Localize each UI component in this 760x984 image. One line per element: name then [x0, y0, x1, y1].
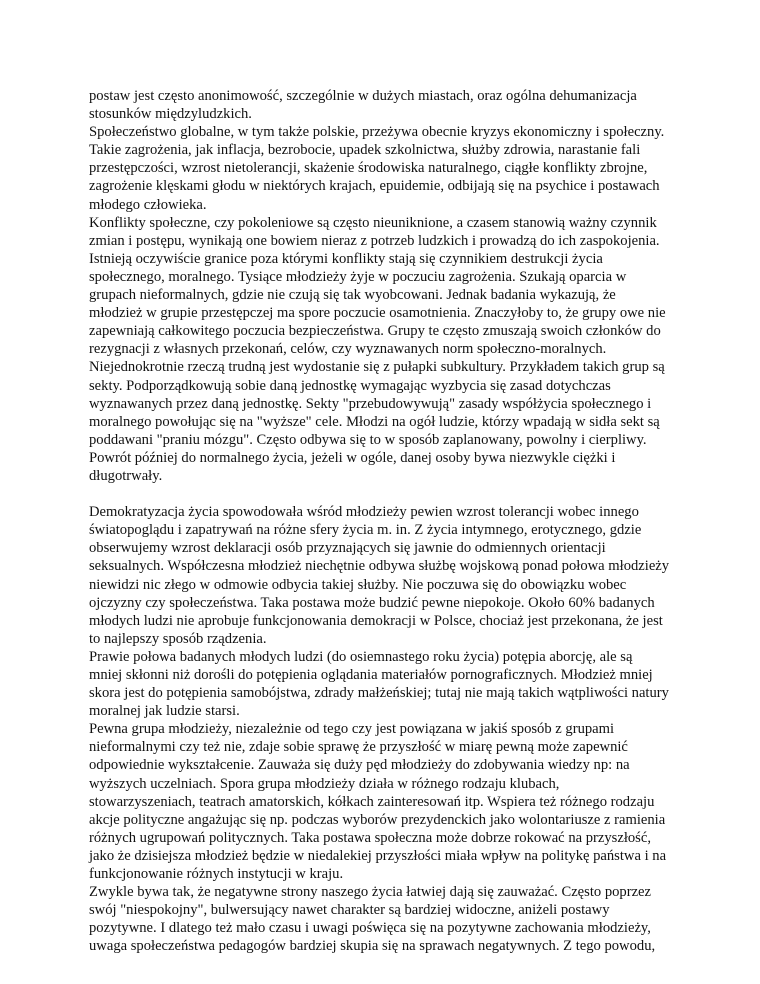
paragraph-8: Zwykle bywa tak, że negatywne strony naszego życia łatwiej dają się zauważać. Często poprzez swój "niespokojny", bulwersujący nawet charakter są bardziej widoczne, aniżeli postawy pozytywne. I dlatego też mało czasu i uwagi poświęca się na pozytywne zachowania młodzieży, uwaga społeczeństwa pedagogów bardziej skupia się na sprawach negatywnych. Z tego powodu, [89, 884, 656, 955]
paragraph-5: Demokratyzacja życia spowodowała wśród młodzieży pewien wzrost tolerancji wobec innego światopoglądu i zapatrywań na różne sfery życia m. in. Z życia intymnego, erotycznego, gdzie obserwujemy wzrost deklaracji osób przyznających się jawnie do odmiennych orientacji seksualnych. Współczesna młodzież niechętnie odbywa służbę wojskową ponad połowa młodzieży niewidzi nic złego w odmowie odbycia takiej służby. Nie poczuwa się do obowiązku wobec ojczyzny czy społeczeństwa. Taka postawa może budzić pewne niepokoje. Około 60% badanych młodych ludzi nie aprobuje funkcjonowania demokracji w Polsce, chociaż jest przekonana, że jest to najlepszy sposób rządzenia. [89, 504, 670, 647]
paragraph-7: Pewna grupa młodzieży, niezależnie od tego czy jest powiązana w jakiś sposób z grupami nieformalnymi czy też nie, zdaje sobie sprawę że przyszłość w miarę pewną może zapewnić odpowiednie wykształcenie. Zauważa się duży pęd młodzieży do zdobywania wiedzy np: na wyższych uczelniach. Spora grupa młodzieży działa w różnego rodzaju klubach, stowarzyszeniach, teatrach amatorskich, kółkach zainteresowań itp. Wspiera też różnego rodzaju akcje polityczne angażując się np. podczas wyborów prezydenckich jako wolontariusze z ramienia różnych ugrupowań politycznych. Taka postawa społeczna może dobrze rokować na przyszłość, jako że dzisiejsza młodzież będzie w niedalekiej przyszłości miała wpływ na politykę państwa i na funkcjonowanie różnych instytucji w kraju. [89, 721, 667, 883]
paragraph-1: postaw jest często anonimowość, szczególnie w dużych miastach, oraz ogólna dehumanizacja stosunków międzyludzkich. [89, 88, 637, 123]
paragraph-6: Prawie połowa badanych młodych ludzi (do osiemnastego roku życia) potępia aborcję, ale są mniej skłonni niż dorośli do potępienia oglądania materiałów pornograficznych. Młodzież mniej skora jest do potępienia samobójstwa, zdrady małżeńskiej; tutaj nie mają takich wątpliwości natury moralnej jak ludzie starsi. [89, 648, 669, 720]
paragraph-3: Konflikty społeczne, czy pokoleniowe są często nieuniknione, a czasem stanowią ważny czynnik zmian i postępu, wynikają one bowiem nieraz z potrzeb ludzkich i prowadzą do ich zaspokojenia. Istnieją oczywiście granice poza którymi konflikty stają się czynnikiem destrukcji życia społecznego, moralnego. Tysiące młodzieży żyje w poczuciu zagrożenia. Szukają oparcia w grupach nieformalnych, gdzie nie czują się tak wyobcowani. Jednak badania wykazują, że młodzież w grupie przestępczej ma spore poczucie osamotnienia. Znaczyłoby to, że grupy owe nie zapewniają całkowitego poczucia bezpieczeństwa. Grupy te często zmuszają swoich członków do rezygnacji z własnych przekonań, celów, czy wyznawanych norm społeczno-moralnych. [89, 214, 666, 358]
document-page [89, 87, 677, 956]
paragraph-4: Niejednokrotnie rzeczą trudną jest wydostanie się z pułapki subkultury. Przykładem takich grup są sekty. Podporządkowują sobie daną jednostkę wymagając wyzbycia się zasad dotychczas wyznawanych przez daną jednostkę. Sekty "przebudowywują" zasady współżycia społecznego i moralnego powołując się na "wyższe" cele. Młodzi na ogół ludzie, którzy wpadają w sidła sekt są poddawani "praniu mózgu". Często odbywa się to w sposób zaplanowany, powolny i cierpliwy. Powrót później do normalnego życia, jeżeli w ogóle, danej osoby bywa niezwykle ciężki i długotrwały. [89, 359, 665, 484]
paragraph-2: Społeczeństwo globalne, w tym także polskie, przeżywa obecnie kryzys ekonomiczny i społeczny. Takie zagrożenia, jak inflacja, bezrobocie, upadek szkolnictwa, służby zdrowia, narastanie fali przestępczości, wzrost nietolerancji, skażenie środowiska naturalnego, ciągłe konflikty zbrojne, zagrożenie klęskami głodu w niektórych krajach, epuidemie, odbijają się na psychice i postawach młodego człowieka. [89, 124, 665, 213]
paragraph-gap [89, 485, 677, 503]
